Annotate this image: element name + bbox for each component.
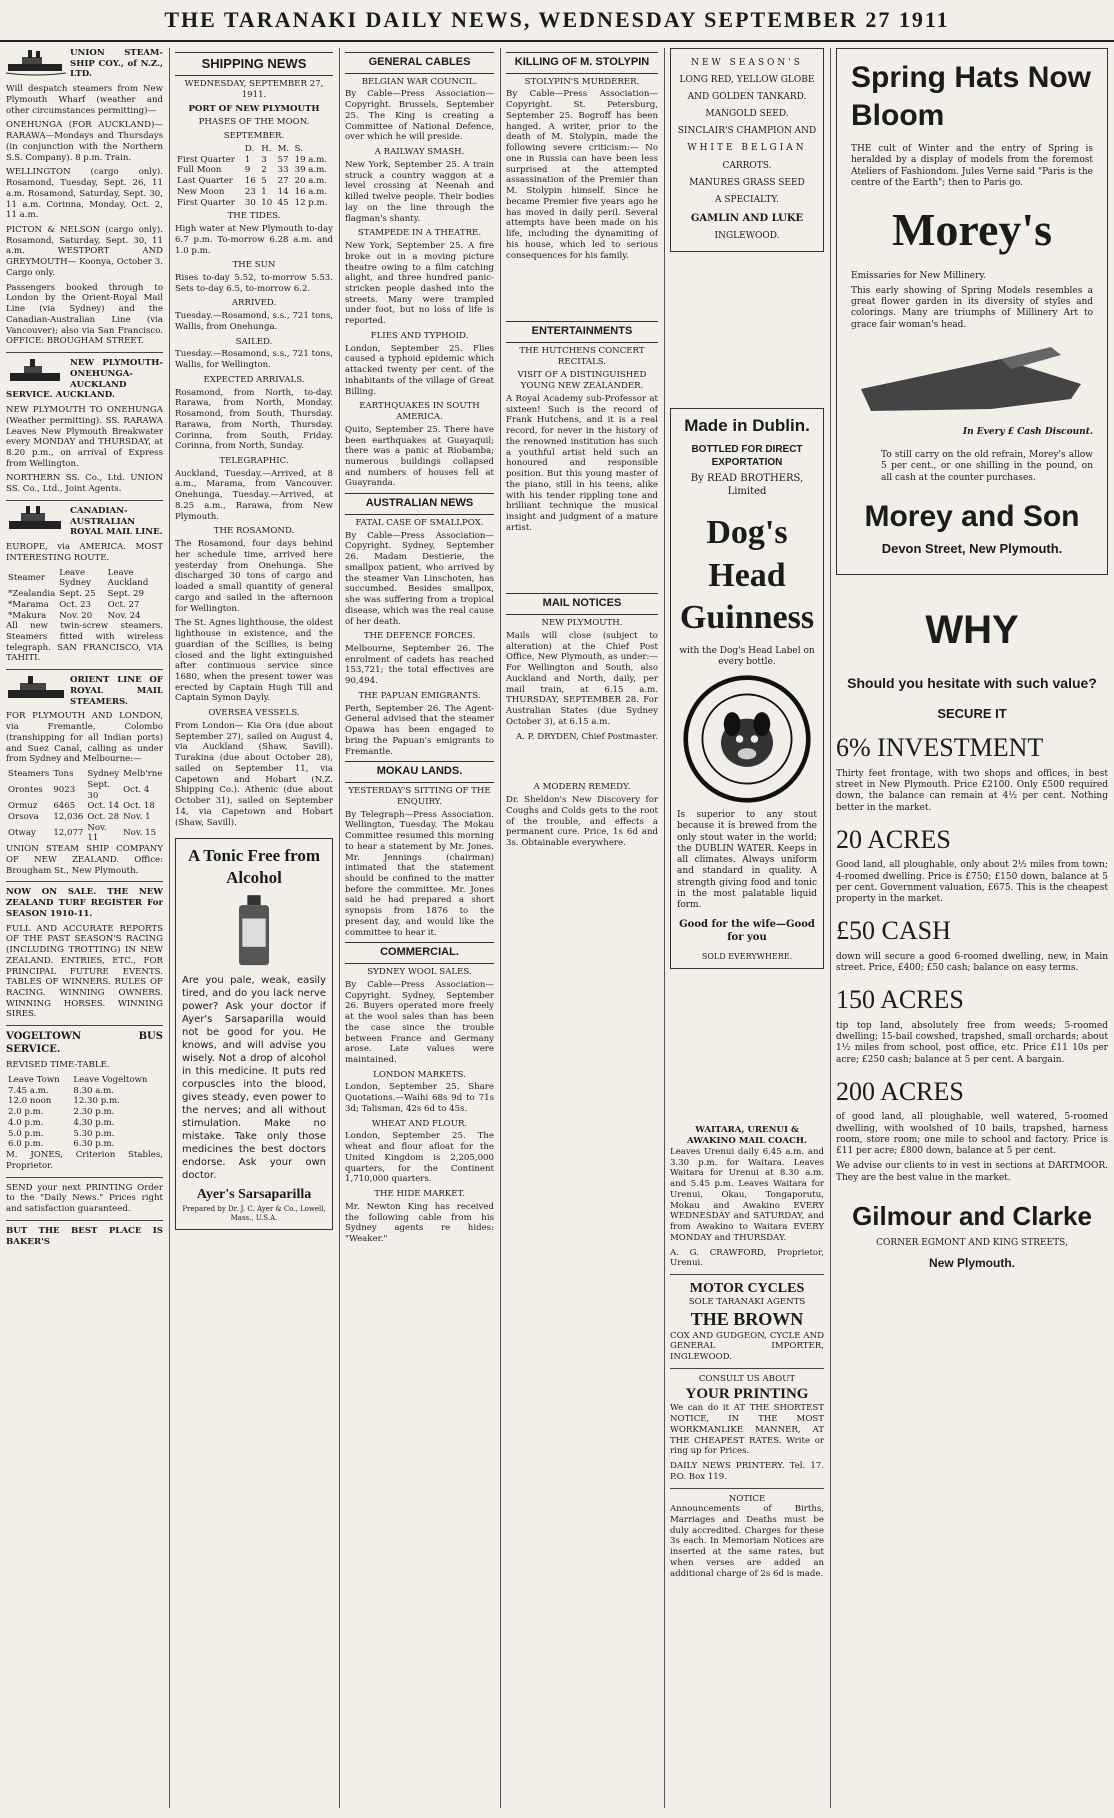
np-service-title: NEW PLYMOUTH-ONEHUNGA-AUCKLAND SERVICE. AUCKLAND. (6, 358, 163, 401)
mail-sign: A. P. DRYDEN, Chief Postmaster. (516, 731, 658, 742)
union-body: Will despatch steamers from New Plymouth Wharf (weather and other circumstances permitting)— (6, 84, 163, 116)
wellington-text: WELLINGTON (cargo only). Rosamond, Tuesday, Sept. 26, 11 a.m. Rosamond, Saturday, Sept. 30, 11 a.m. Corinna, Monday, Oct. 2, 11 a.m. (6, 167, 163, 221)
consult-line: CONSULT US ABOUT (698, 1373, 796, 1384)
hide-body: Mr. Newton King has received the following cable from his Sydney agents re hides: "Weaker." (345, 1201, 494, 1245)
guinness-title: Guinness (679, 599, 815, 637)
shipping-news-heading: SHIPPING NEWS (175, 52, 333, 76)
arrived-title: ARRIVED. (231, 298, 277, 309)
seed-line: WHITE BELGIAN (687, 143, 807, 154)
ayers-ad (175, 838, 333, 1230)
smallpox-body: By Cable—Press Association—Copyright. Sydney, September 26. Madam Destierie, the smallpox patient, who arrived by the steamer Van Linschoten, has succumbed. Besides smallpox, she was suffering from a tropical disease, which was the real cause of her death. (345, 530, 494, 627)
acres200-title: 200 ACRES (836, 1076, 964, 1106)
made-in-dublin: Made in Dublin. (684, 415, 810, 435)
canadian-note: All new twin-screw steamers. Steamers fitted with wireless telegraph. SAN FRANCISCO, VIA TAHITI. (6, 621, 163, 664)
investment-body: Thirty feet frontage, with two shops and offices, in best street in New Plymouth. Price £2100. Only £500 required down, the balance can remain at 4½ per cent. Nothing better in the market. (836, 768, 1108, 813)
phases-month: SEPTEMBER. (223, 131, 285, 142)
flies-body: London, September 25. Flies caused a typhoid epidemic which attacked twenty per cent. of the inhabitants of the village of Great Billing. (345, 343, 494, 397)
dogs-head-seal-icon (682, 674, 812, 804)
discount-line: In Every £ Cash Discount. (962, 426, 1093, 437)
seeds-ad (670, 48, 824, 252)
concert-body: A Royal Academy sub-Professor at sixteen! Such is the record of Frank Hutchens, and it is a real record, for never in the history of the renowned institution has such a youthful artist held such an honoured and responsible position. But this young master of the piano, still in his teens, alike with his tender rippling tone and brilliant technique the musical insight and judgment of a mature artist. (506, 393, 658, 533)
spring-body: THE cult of Winter and the entry of Spring is heralded by a display of models from the foremost Ateliers of Fashiondom. Jules Verne said "Paris is the centre of the Earth"; then to Paris go. (851, 144, 1093, 188)
smash-body: New York, September 25. A train struck a country waggon at a level crossing at Neenah and killed twelve people. Their bodies lay on the line through the flagman's shanty. (345, 159, 494, 224)
defence-body: Melbourne, September 26. The enrolment of cadets has reached 153,721; the total effectives are 90,494. (345, 644, 494, 687)
cash-title: £50 CASH (836, 916, 951, 946)
mokau-heading: MOKAU LANDS. (345, 761, 494, 783)
wool-body: By Cable—Press Association—Copyright. Sydney, September 26. Buyers operated more freely at the wool sales than has been the case since the trouble between France and Germany arose. Late values were maintained. (345, 979, 494, 1066)
canadian-sub: EUROPE, via AMERICA. MOST INTERESTING ROUTE. (6, 542, 163, 563)
markets-body: London, September 25. Share Quotations.—Waihi 68s 9d to 71s 3d; Talisman, 42s 6d to 45s. (345, 1082, 494, 1114)
seed-line: SINCLAIR'S CHAMPION AND (677, 126, 817, 137)
tides-text: High water at New Plymouth to-day 6.7 p.m. To-morrow 6.28 a.m. and 1.0 p.m. (175, 224, 333, 256)
emissaries: Emissaries for New Millinery. (851, 270, 987, 281)
seed-line: CARROTS. (722, 160, 772, 171)
mokau-body: By Telegraph—Press Association. Wellington, Tuesday. The Mokau Committee resumed this morning to hear a statement by Mr. Jones. Mr. Jennings (chairman) intimated that the statement should be confined to the matter before the committee. Mr. Jones said he had prepared a short synopsis from 1876 to the present day, and would like the committee to hear it. (345, 809, 494, 938)
smallpox-title: FATAL CASE OF SMALLPOX. (355, 517, 484, 528)
moreys-logo: Morey's (891, 204, 1053, 255)
seed-line: MANGOLD SEED. (705, 109, 789, 120)
sailed-title: SAILED. (235, 336, 273, 347)
vogeltown-title: VOGELTOWN BUS SERVICE. (6, 1031, 163, 1055)
wheat-body: London, September 25. The wheat and flour afloat for the United Kingdom is 2,205,000 quarters, for the Continent 1,710,000 quarters. (345, 1131, 494, 1185)
medicine-bottle-icon (229, 892, 279, 970)
expected-title: EXPECTED ARRIVALS. (203, 374, 305, 385)
mail-body: Mails will close (subject to alteration) at the Chief Post Office, New Plymouth, as under:— For Wellington and South, also Auckland and North, daily, per mail train, at 6.15 a.m. THURSDAY, SEPTEMBER 28. For Australian States (due Sydney October 3), at 6.15 a.m. (506, 630, 658, 727)
shipping-date: WEDNESDAY, SEPTEMBER 27, 1911. (184, 79, 324, 100)
murderer-title: STOLYPIN'S MURDERER. (524, 76, 640, 87)
phases-title: PHASES OF THE MOON. (198, 117, 310, 128)
telegraphic-text: Auckland, Tuesday.—Arrived, at 8 a.m., Marama, from Vancouver. Onehunga, Tuesday.—Arrived, at 8.25 a.m., Rarawa, from New Plymouth. (175, 468, 333, 522)
commercial-heading: COMMERCIAL. (345, 942, 494, 964)
smash-title: A RAILWAY SMASH. (374, 147, 465, 158)
tonic-title: A Tonic Free from Alcohol (187, 846, 321, 887)
morey-ad (836, 48, 1108, 575)
vogeltown-foot: M. JONES, Criterion Stables, Proprietor. (6, 1150, 163, 1171)
wool-title: SYDNEY WOOL SALES. (367, 967, 472, 978)
telegraphic-title: TELEGRAPHIC. (219, 456, 289, 467)
rosamond-text: The Rosamond, four days behind her schedule time, arrived here yesterday from Onehunga. She discharged 30 tons of cargo and loaded a small quantity of general cargo and sailed in the afternoon for Wellington. (175, 539, 333, 614)
sun-text: Rises to-day 5.52, to-morrow 5.53. Sets to-day 6.5, to-morrow 6.2. (175, 273, 333, 294)
printery: DAILY NEWS PRINTERY. Tel. 17. P.O. Box 119. (670, 1461, 824, 1482)
sun-title: THE SUN (232, 260, 276, 271)
gilmour-clarke-title: Gilmour and Clarke (852, 1200, 1092, 1231)
waitara-sign: A. G. CRAWFORD, Proprietor, Urenui. (670, 1247, 824, 1269)
overseas-title: OVERSEA VESSELS. (208, 708, 300, 719)
tonic-body: Are you pale, weak, easily tired, and do you lack nerve power? Ask your doctor if Ayer's Sarsaparilla would not be good for you. He knows, and will advise you wisely. Not a drop of alcohol in this medicine. It puts red corpuscles into the blood, gives steady, even power to the nerves; and all without stimulation. Make no mistake. Take only those medicines the best doctors endorse. Ask your own doctor. (182, 974, 326, 1181)
wheat-title: WHEAT AND FLOUR. (371, 1118, 468, 1129)
seed-line: A SPECIALTY. (715, 194, 779, 205)
rosamond-title: THE ROSAMOND. (213, 526, 295, 537)
column-shipping-ads (6, 48, 163, 1808)
onehunga-text: ONEHUNGA (FOR AUCKLAND)— RARAWA—Mondays and Thursdays (in conjunction with the Northern S.S. Company). 8 p.m. Train. (6, 120, 163, 163)
general-cables-heading: GENERAL CABLES (345, 52, 494, 74)
spring-hats-title: Spring Hats Now Bloom (851, 61, 1092, 132)
motor-cycles-title: MOTOR CYCLES (689, 1280, 805, 1296)
union-title: UNION STEAM-SHIP COY., of N.Z., LTD. (70, 48, 163, 80)
advise-text: We advise our clients to in vest in sections at DARTMOOR. They are the best value in the market. (836, 1161, 1108, 1183)
mail-notices-heading: MAIL NOTICES (506, 593, 658, 615)
your-printing: YOUR PRINTING (685, 1385, 809, 1402)
belgian-title: BELGIAN WAR COUNCIL. (361, 76, 478, 87)
bakers-line: BUT THE BEST PLACE IS BAKER'S (6, 1225, 163, 1247)
stampede-body: New York, September 25. A fire broke out in a moving picture theatre owing to a film catching alight, and three hundred panic-stricken people dashed into the streets. Many were trampled under foot, but no loss of life is reported. (345, 241, 494, 327)
masthead (0, 0, 1114, 42)
column-shipping-news (175, 48, 333, 1808)
stolypin-heading: KILLING OF M. STOLYPIN (506, 52, 658, 74)
union-office: Passengers booked through to London by the Orient-Royal Mail Line (via Sydney) and the Canadian-Australian Line (via Vancouver); also via San Francisco. OFFICE: BROUGHAM STREET. (6, 282, 163, 347)
models-body: This early showing of Spring Models resembles a great flower garden in its diversity of styles and colorings. Many are triumphs of Millinery Art to grace fair woman's head. (851, 285, 1093, 330)
concert-sub: VISIT OF A DISTINGUISHED YOUNG NEW ZEALANDER. (517, 370, 647, 392)
devon-street: Devon Street, New Plymouth. (881, 541, 1063, 557)
new-plymouth-line: New Plymouth. (928, 1255, 1015, 1270)
steamship-icon (6, 675, 66, 703)
canadian-title: CANADIAN-AUSTRALIAN ROYAL MAIL LINE. (70, 505, 163, 538)
remedy-title: A MODERN REMEDY. (533, 782, 631, 793)
moon-phases-table: D. H. M. S. First Quarter 1 3 57 19 a.m. Full Moon 9 2 33 39 a.m. Last Quarter 16 5 27 20 a.m. New Moon 23 1 14 16 a.m. First Quarter 30 10 45 12 p.m. (177, 143, 328, 208)
np-service-body: NEW PLYMOUTH TO ONEHUNGA (Weather permitting). SS. RARAWA Leaves New Plymouth Breakwater every MONDAY and THURSDAY, at 8.20 p.m., on arrival of Express from Wellington. (6, 405, 163, 469)
corner-line: CORNER EGMONT AND KING STREETS, (876, 1238, 1068, 1249)
hand-pointer-icon (851, 339, 1091, 419)
quakes-title: EARTHQUAKES IN SOUTH AMERICA. (359, 401, 480, 423)
belgian-body: By Cable—Press Association—Copyright. Brussels, September 25. The King is creating a Committee of National Defence, over which he will preside. (345, 89, 494, 143)
printing-order: SEND your next PRINTING Order to the "Daily News." Prices right and satisfaction guaranteed. (6, 1182, 163, 1215)
hesitate-line: Should you hesitate with such value? (847, 674, 1097, 691)
sailed-text: Tuesday.—Rosamond, s.s., 721 tons, Wallis, for Wellington. (175, 349, 333, 371)
waitara-body: Leaves Urenui daily 6.45 a.m. and 3.30 p.m. for Waitara. Leaves Waitara for Urenui at 8.30 a.m. and 5.45 p.m. Leaves Waitara for Urenui, Okau, Tongaporutu, Mokau and Awakino EVERY WEDNESDAY and SATURDAY, and from Awakino to Waitara EVERY MONDAY and THURSDAY. (670, 1146, 824, 1243)
markets-title: LONDON MARKETS. (373, 1069, 466, 1080)
quakes-body: Quito, September 25. There have been earthquakes at Guayaquil; there was a panic at Riobamba; numerous buildings collapsed and numbers of houses fell at Guayranda. (345, 424, 494, 489)
australian-news-heading: AUSTRALIAN NEWS (345, 493, 494, 515)
morey-son-title: Morey and Son (864, 499, 1080, 533)
vogeltown-table: Leave Town Leave Vogeltown 7.45 a.m. 8.30 a.m. 12.0 noon 12.30 p.m. 2.0 p.m. 2.30 p.m. 4.0 p.m. 4.30 p.m. 5.0 p.m. 5.30 p.m. 6.0 p.m. 6.30 p.m. (8, 1074, 148, 1150)
papuan-title: THE PAPUAN EMIGRANTS. (358, 690, 481, 701)
the-brown: THE BROWN (690, 1309, 804, 1330)
steamship-icon (6, 48, 66, 76)
notice-body: Announcements of Births, Marriages and Deaths must be duly accredited. Charges for these 3s each. In Memoriam Notices are inserted at the same rates, but when verses are added an additional charge of 2s 6d is made. (670, 1504, 824, 1579)
notice-title: NOTICE (728, 1493, 766, 1504)
lighthouse-text: The St. Agnes lighthouse, the oldest lighthouse in existence, and the guardian of the Scillies, is being closed and the light extinguished after continuous service since 1680, when the present tower was erected by Captain Hugh Till and Captain Symon Dayly. (175, 618, 333, 704)
orient-body: FOR PLYMOUTH AND LONDON, via Fremantle, Colombo (transhipping for all Indian ports) and Suez Canal, calling as under from Sydney and Melbourne:— (6, 711, 163, 765)
np-agents: NORTHERN SS. Co., Ltd. UNION SS. Co., Ltd., Joint Agents. (6, 473, 163, 495)
bottled-export: BOTTLED FOR DIRECT EXPORTATION (691, 444, 803, 468)
secure-line: SECURE IT (937, 706, 1007, 721)
read-brothers: By READ BROTHERS, Limited (690, 473, 804, 497)
mokau-sub: YESTERDAY'S SITTING OF THE ENQUIRY. (348, 786, 491, 807)
ayers-foot: Prepared by Dr. J. C. Ayer & Co., Lowell, Mass., U.S.A. (182, 1205, 326, 1222)
acres20-body: Good land, all ploughable, only about 2½ miles from town; 4-roomed dwelling. Price is £750; £150 down, balance at 5 per cent. Government valuation, £675. This is the cheapest property in the market. (836, 860, 1108, 904)
ayers-brand: Ayer's Sarsaparilla (196, 1186, 312, 1202)
acres150-title: 150 ACRES (836, 985, 964, 1015)
column-ads-middle (670, 48, 824, 1808)
remedy-body: Dr. Sheldon's New Discovery for Coughs and Colds gets to the root of the trouble, and effects a permanent cure. Price, 1s 6d and 3s. Obtainable everywhere. (506, 795, 658, 848)
column-cables (345, 48, 494, 1808)
expected-text: Rosamond, from North, to-day. Rarawa, from North, Monday. Rosamond, from South, Thursday. Rarawa, from North, Thursday. Corinna, from South, Friday. Corinna, from North, Sunday. (175, 387, 333, 452)
orient-table: Steamers Tons Sydney Melb'rne Orontes 9023 Sept. 30 Oct. 4 Ormuz 6465 Oct. 14 Oct. 18 Orsova 12,036 Oct. 28 Nov. 1 Otway 12,077 Nov. 11 Nov. 15 (8, 769, 163, 844)
cash-body: down will secure a good 6-roomed dwelling, new, in Main street. Price, £400; £50 cash; balance on easy terms. (836, 951, 1108, 973)
column-ads-right (836, 48, 1108, 1808)
concert-title: THE HUTCHENS CONCERT RECITALS. (519, 345, 645, 367)
canadian-table: Steamer Leave Sydney Leave Auckland *Zealandia Sept. 25 Sept. 29 *Marama Oct. 23 Oct. 27 *Makura Nov. 20 Nov. 24 (8, 567, 149, 621)
steamship-icon (6, 358, 66, 386)
overseas-text: From London— Kia Ora (due about September 27), sailed on August 4, via Auckland (Shaw, Savill). Turakina (due about October 28), sailed on September 11, via Capetown and Hobart (N.Z. Shipping Co.). Athenic (due about October 31), sailed on September 14, via Capetown and Hobart (Shaw, Savill). (175, 720, 333, 828)
turf-register-title: NOW ON SALE. THE NEW ZEALAND TURF REGISTER For SEASON 1910-11. (6, 887, 163, 919)
brown-firm: COX AND GUDGEON, CYCLE AND GENERAL IMPORTER, INGLEWOOD. (670, 1330, 824, 1363)
why-title: WHY (925, 607, 1019, 652)
label-note: with the Dog's Head Label on every bottle. (679, 645, 815, 667)
seeds-firm: GAMLIN AND LUKE (690, 212, 804, 224)
flies-title: FLIES AND TYPHOID. (370, 330, 469, 341)
waitara-title: WAITARA, URENUI & AWAKINO MAIL COACH. (686, 1125, 807, 1147)
train-body: To still carry on the old refrain, Morey's allow 5 per cent., or one shilling in the pound, on all cash at the counter purchases. (881, 450, 1093, 483)
papuan-body: Perth, September 26. The Agent-General advised that the steamer Opawa has been engaged to bring the Papuan's emigrants to Fremantle. (345, 703, 494, 757)
good-for-line: Good for the wife—Good for you (679, 919, 815, 943)
entertainments-heading: ENTERTAINMENTS (506, 321, 658, 343)
sold-everywhere: SOLD EVERYWHERE. (701, 952, 793, 962)
defence-title: THE DEFENCE FORCES. (363, 631, 476, 642)
hide-title: THE HIDE MARKET. (374, 1189, 465, 1200)
stout-body: Is superior to any stout because it is brewed from the only stout water in the world; the DUBLIN WATER. Keeps in all climates. Always uniform and standard in quality. A strength giving food and tonic in the most palatable liquid form. (677, 810, 817, 911)
tides-title: THE TIDES. (227, 211, 281, 222)
seeds-place: INGLEWOOD. (714, 230, 780, 241)
stolypin-body: By Cable—Press Association—Copyright. St. Petersburg, September 25. Bogroff has been hanged. A writer, prior to the death of M. Stolypin, made the following severe criticism:— No one in Russia can have been less surprised at the attempted assassination of the Premier than M. Stolypin himself. Since he became Premier five years ago he has moved in daily peril. Several attempts have been made on his life, including the dynamiting of his house, which led to serious consequences for his family. (506, 89, 658, 261)
acres150-body: tip top land, absolutely free from weeds; 5-roomed dwelling; 15-bail cowshed, trapshed, small orchards; about 1½ miles from school, post office, etc. Price £11 10s per acre; £250 cash; balance at 5 per cent. A bargain. (836, 1020, 1108, 1065)
orient-title: ORIENT LINE OF ROYAL MAIL STEAMERS. (70, 675, 163, 707)
printing-body: We can do it AT THE SHORTEST NOTICE, IN THE MOST WORKMANLIKE MANNER, AT THE CHEAPEST RATES. Write or ring up for Prices. (670, 1403, 824, 1457)
seeds-title: NEW SEASON'S (691, 58, 803, 68)
acres200-body: of good land, all ploughable, well watered, 5-roomed dwelling, with woolshed of 10 bails, trapshed, harness room, store room; one mile to school and factory. Price is £11 per acre; £800 down, balance at 5 per cent. (836, 1112, 1108, 1156)
masthead-title: THE TARANAKI DAILY NEWS, WEDNESDAY SEPTEMBER 27 1911 (164, 7, 950, 32)
orient-agents: UNION STEAM SHIP COMPANY OF NEW ZEALAND. Office: Brougham St., New Plymouth. (6, 844, 163, 876)
vogeltown-sub: REVISED TIME-TABLE. (6, 1060, 110, 1071)
mail-sub: NEW PLYMOUTH. (541, 618, 623, 629)
steamship-icon (6, 506, 66, 534)
seed-line: AND GOLDEN TANKARD. (687, 92, 807, 103)
stampede-title: STAMPEDE IN A THEATRE. (357, 228, 482, 239)
investment-title: 6% INVESTMENT (836, 733, 1044, 763)
turf-register-body: FULL AND ACCURATE REPORTS OF THE PAST SEASON'S RACING (INCLUDING TROTTING) IN NEW ZEALAND. ENTRIES, ETC., FOR PRINCIPAL FUTURE EVENTS. TABLES OF WINNERS. RULES OF RACING. WINNING OWNERS. WINNING HORSES. WINNING SIRES. (6, 923, 163, 1020)
picton-text: PICTON & NELSON (cargo only). Rosamond, Saturday, Sept. 30, 11 a.m. WESTPORT AND GREYMOUTH— Koonya, October 3. Cargo only. (6, 225, 163, 278)
motor-sub: SOLE TARANAKI AGENTS (688, 1297, 806, 1308)
acres20-title: 20 ACRES (836, 824, 951, 854)
arrived-text: Tuesday.—Rosamond, s.s., 721 tons, Wallis, from Onehunga. (175, 311, 333, 332)
guinness-ad (670, 408, 824, 970)
port-title: PORT OF NEW PLYMOUTH (188, 103, 320, 114)
seed-line: LONG RED, YELLOW GLOBE (679, 75, 815, 86)
column-stolypin (506, 48, 658, 1808)
seed-line: MANURES GRASS SEED (689, 177, 805, 188)
dogs-head-title: Dog's Head (706, 514, 788, 594)
